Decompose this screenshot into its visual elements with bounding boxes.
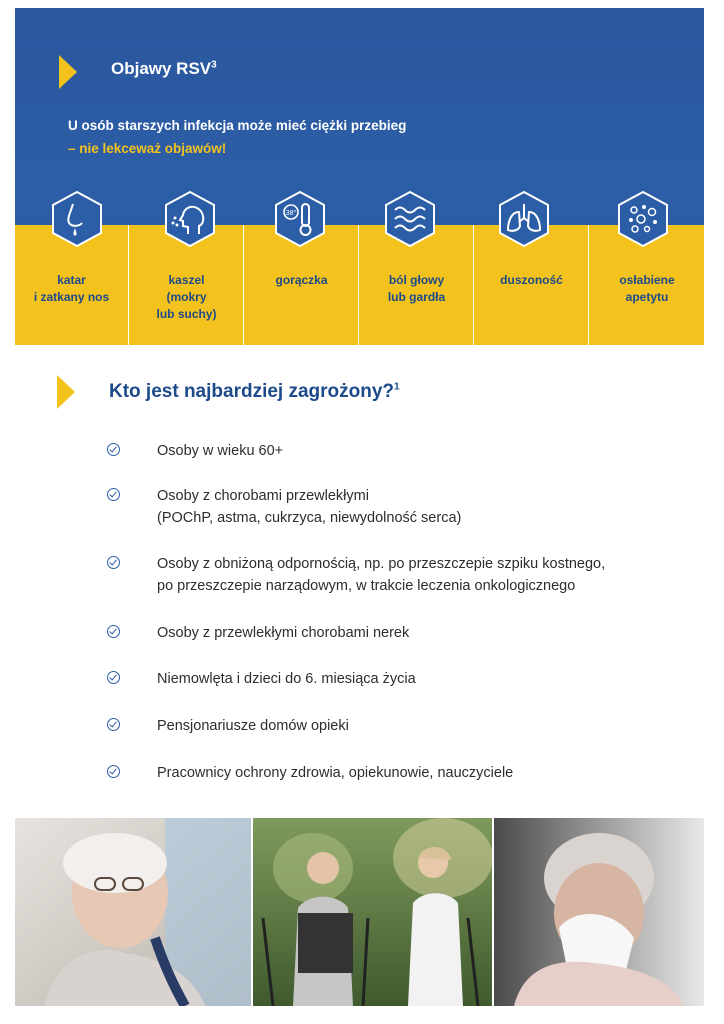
thermometer-icon [271, 190, 329, 248]
check-circle-icon [107, 556, 120, 569]
check-circle-icon [107, 443, 120, 456]
arrow-marker-icon [57, 375, 75, 409]
check-circle-icon [107, 718, 120, 731]
intro-text: U osób starszych infekcja może mieć ciężki przebieg – nie lekceważ objawów! [68, 118, 407, 156]
elderly-woman-photo [15, 818, 251, 1006]
check-circle-icon [107, 625, 120, 638]
check-circle-icon [107, 488, 120, 501]
woman-sneezing-photo [494, 818, 704, 1006]
symptom-cough: kaszel (mokry lub suchy) [130, 225, 244, 345]
symptoms-title: Objawy RSV$^3$ [111, 59, 217, 78]
symptom-runny-nose: katar i zatkany nos [15, 225, 129, 345]
nose-icon [48, 190, 106, 248]
check-circle-icon [107, 765, 120, 778]
symptom-breathlessness: duszoność [475, 225, 589, 345]
symptoms-grid [15, 225, 704, 345]
hiking-couple-photo [253, 818, 492, 1006]
arrow-marker-icon [59, 55, 77, 89]
risk-title: Kto jest najbardziej zagrożony?$^1$ [109, 381, 400, 402]
cells-icon [614, 190, 672, 248]
check-circle-icon [107, 671, 120, 684]
symptom-weakness-appetite: osłabiene apetytu [619, 273, 675, 304]
fever-badge: 38° [285, 210, 297, 217]
virus-strands-icon [381, 190, 439, 248]
cough-icon [161, 190, 219, 248]
symptom-headache-sore-throat: ból głowy lub gardła [360, 225, 474, 345]
symptom-fever: gorączka [245, 225, 359, 345]
lungs-icon [495, 190, 553, 248]
